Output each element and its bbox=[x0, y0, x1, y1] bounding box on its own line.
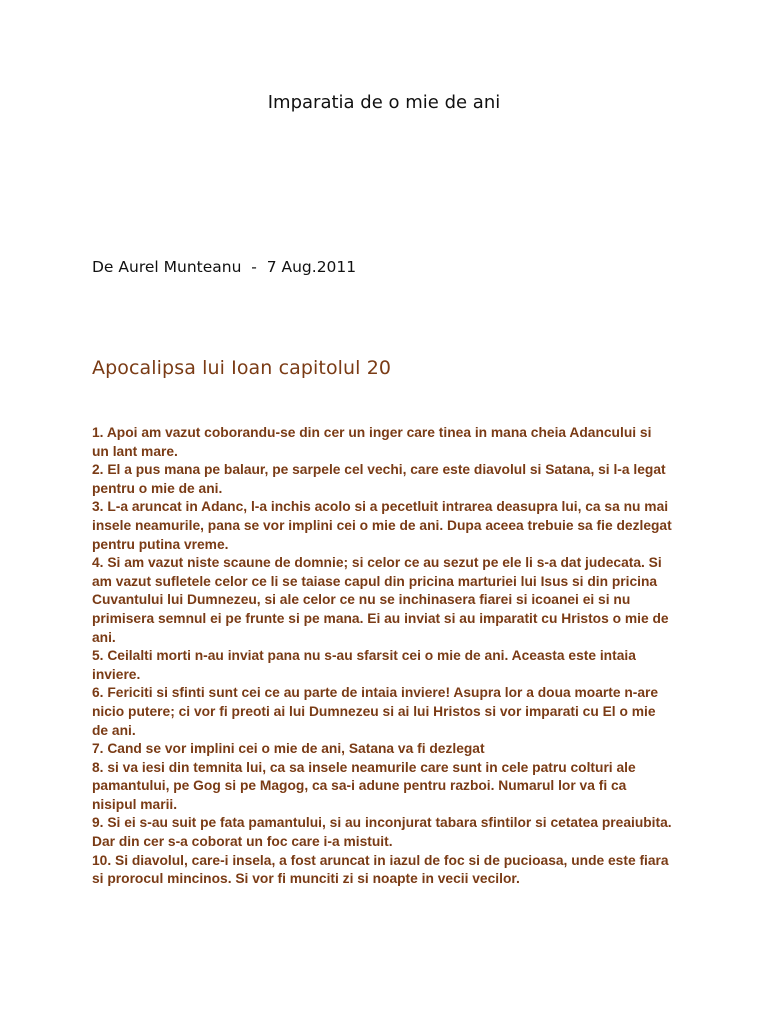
author-byline: De Aurel Munteanu - 7 Aug.2011 bbox=[92, 258, 357, 276]
verse-9: 9. Si ei s-au suit pe fata pamantului, si au inconjurat tabara sfintilor si cetatea preaiubita. Dar din cer s-a coborat un foc care i-a mistuit. bbox=[92, 815, 672, 850]
verse-list bbox=[92, 424, 672, 889]
verse-3: 3. L-a aruncat in Adanc, l-a inchis acolo si a pecetluit intrarea deasupra lui, ca sa nu mai insele neamurile, pana se vor implini cei o mie de ani. Dupa aceea trebuie sa fie dezlegat pentru putina vreme. bbox=[92, 499, 672, 552]
document-title: Imparatia de o mie de ani bbox=[267, 92, 501, 113]
chapter-heading: Apocalipsa lui Ioan capitolul 20 bbox=[92, 357, 392, 379]
verse-7: 7. Cand se vor implini cei o mie de ani, Satana va fi dezlegat bbox=[92, 741, 485, 757]
verse-6: 6. Fericiti si sfinti sunt cei ce au parte de intaia inviere! Asupra lor a doua moarte n-are nicio putere; ci vor fi preoti ai lui Dumnezeu si ai lui Hristos si vor imparati cu El o mie de ani. bbox=[92, 685, 659, 738]
verse-1: 1. Apoi am vazut coborandu-se din cer un inger care tinea in mana cheia Adancului si un lant mare. bbox=[92, 425, 652, 459]
verse-8: 8. si va iesi din temnita lui, ca sa insele neamurile care sunt in cele patru colturi ale pamantului, pe Gog si pe Magog, ca sa-i adune pentru razboi. Numarul lor va fi ca nisipul marii. bbox=[92, 759, 636, 812]
verse-4: 4. Si am vazut niste scaune de domnie; si celor ce au sezut pe ele li s-a dat judecata. Si am vazut sufletele celor ce li se taiase capul din pricina marturiei lui Isus si din pricina Cuvantului lui Dumnezeu, si ale celor ce nu se inchinasera fiarei si icoanei ei si nu primisera semnul ei pe frunte si pe mana. Ei au inviat si au imparatit cu Hristos o mie de ani. bbox=[92, 555, 669, 645]
verse-10: 10. Si diavolul, care-i insela, a fost aruncat in iazul de foc si de pucioasa, unde este fiara si prorocul mincinos. Si vor fi munciti zi si noapte in vecii vecilor. bbox=[92, 852, 669, 887]
verse-2: 2. El a pus mana pe balaur, pe sarpele cel vechi, care este diavolul si Satana, si l-a legat pentru o mie de ani. bbox=[92, 462, 666, 496]
verse-5: 5. Ceilalti morti n-au inviat pana nu s-au sfarsit cei o mie de ani. Aceasta este intaia inviere. bbox=[92, 648, 636, 682]
